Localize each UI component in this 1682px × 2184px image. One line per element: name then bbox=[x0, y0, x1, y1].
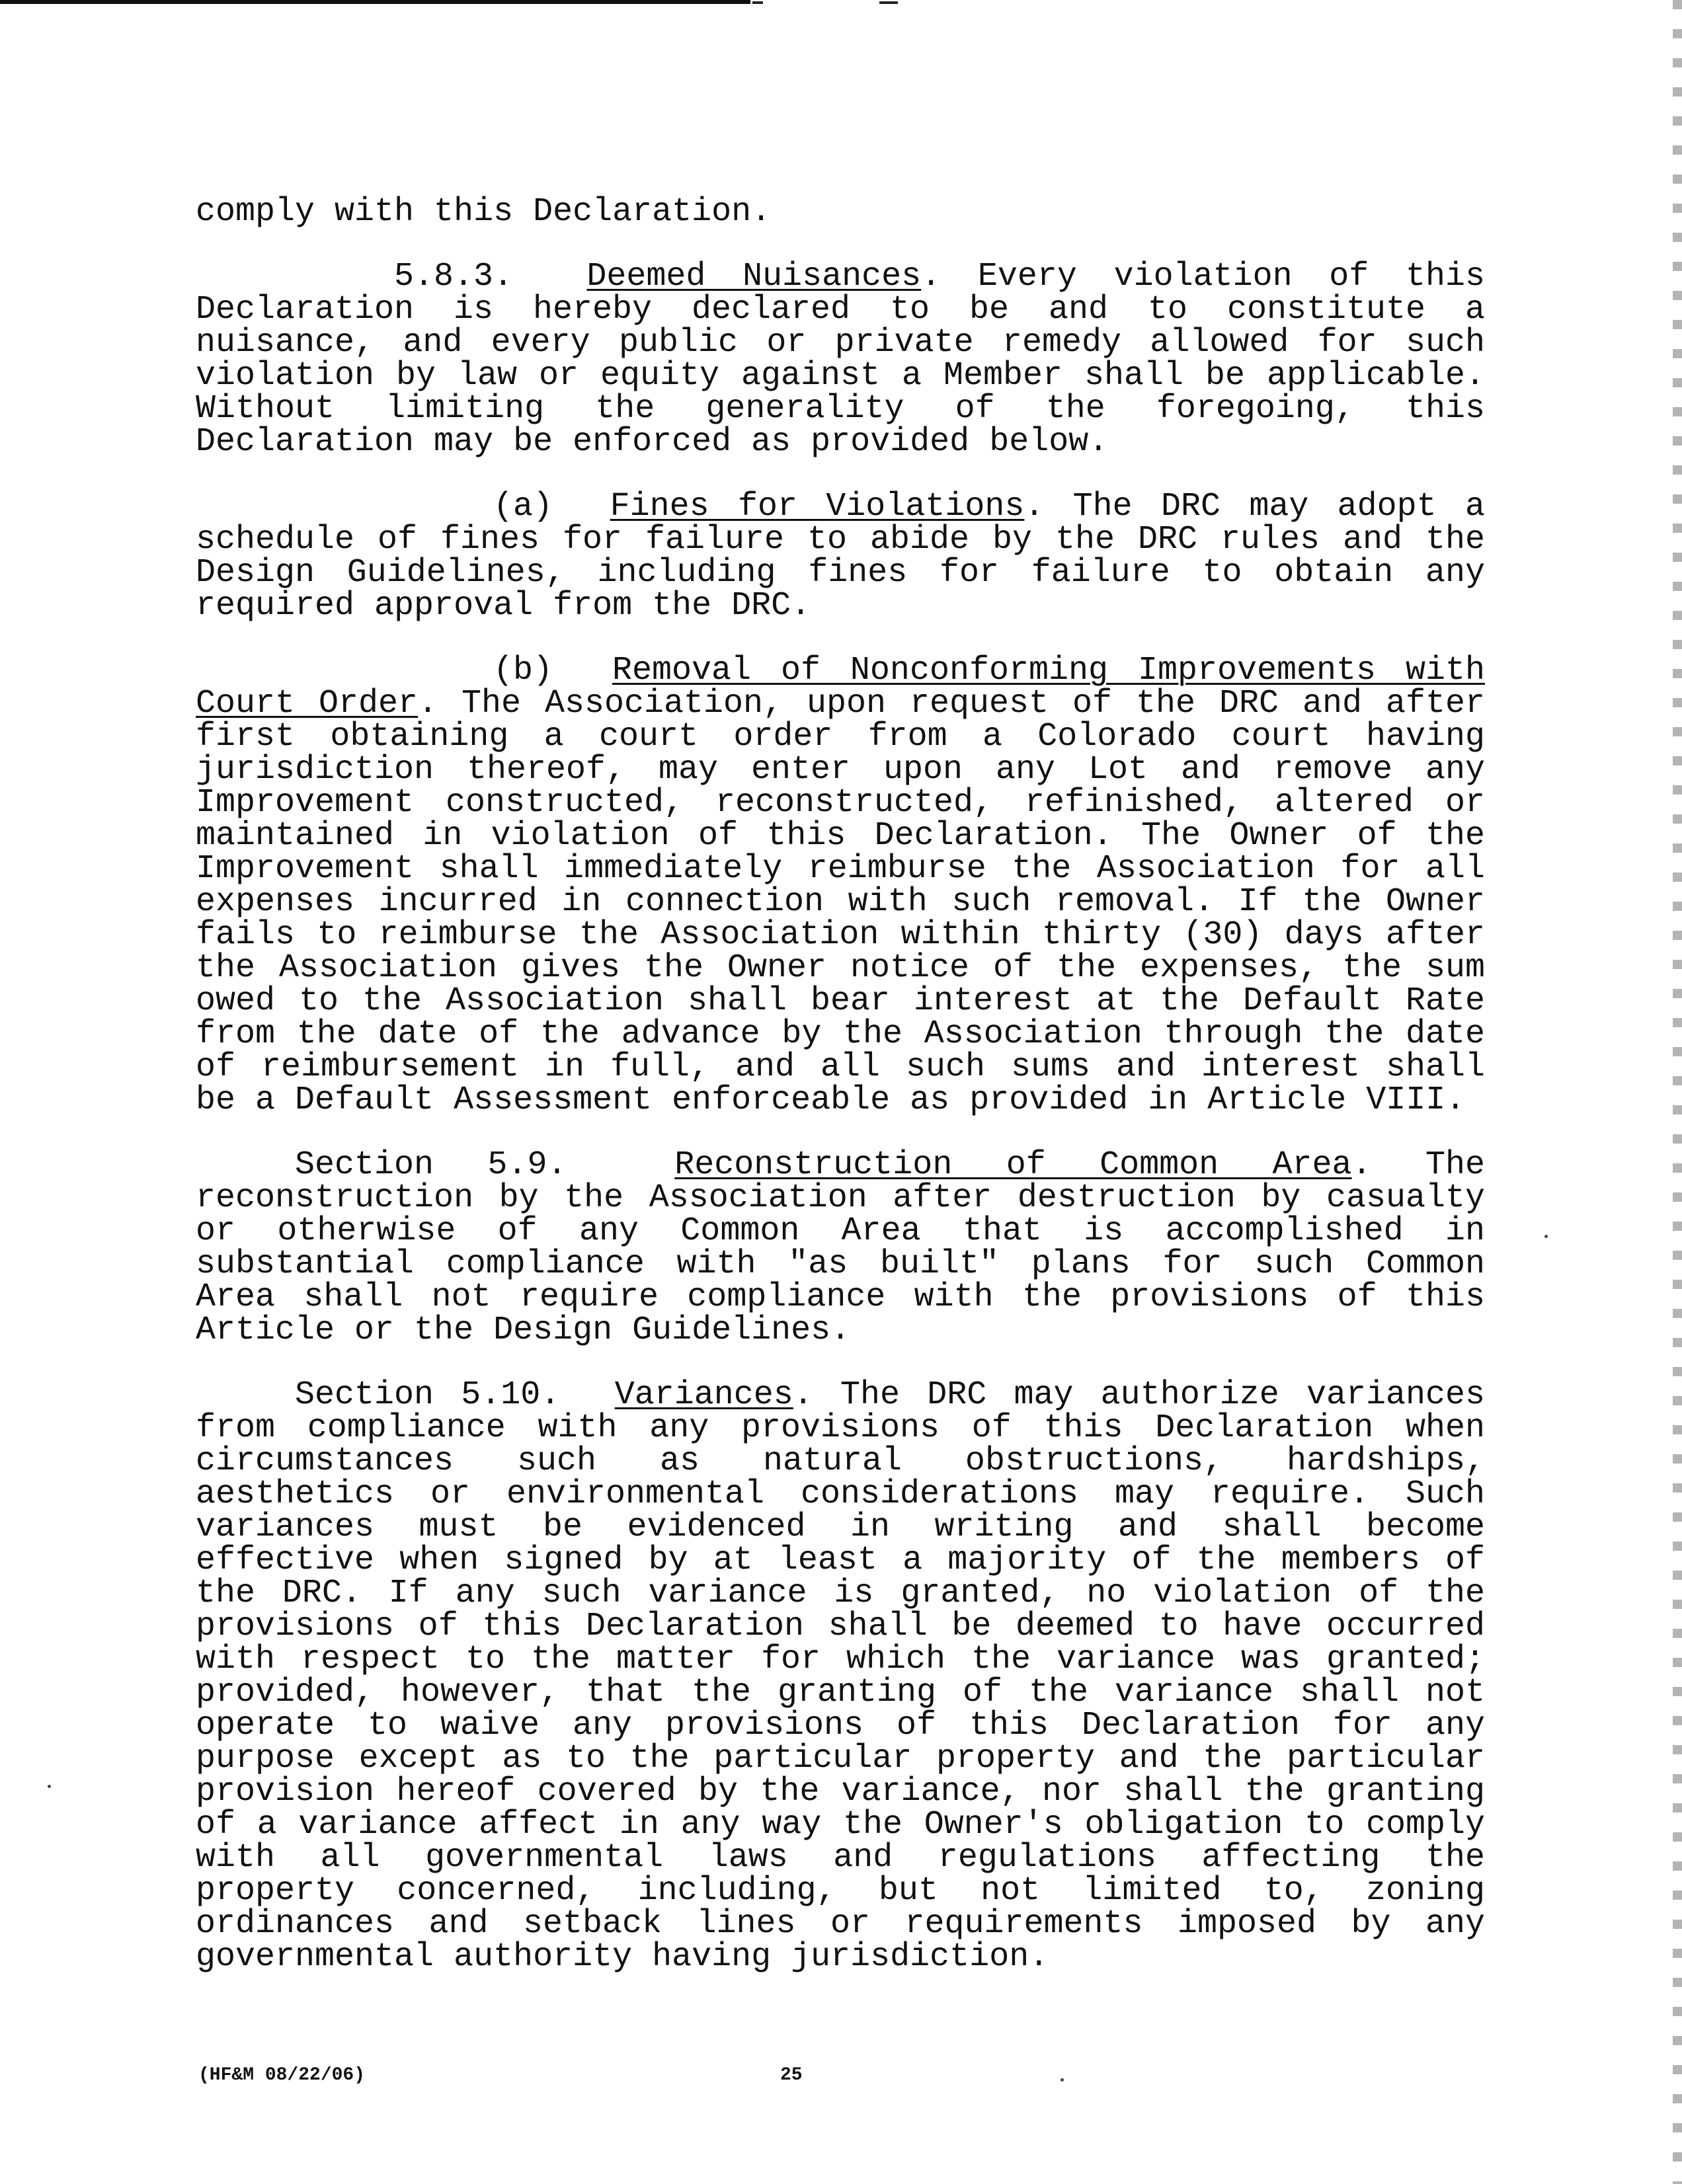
subsection-label: (a) bbox=[493, 488, 553, 526]
paragraph-text: comply with this Declaration. bbox=[196, 193, 772, 231]
section-number: Section 5.10. bbox=[295, 1376, 561, 1414]
section-5-8-3 bbox=[196, 260, 1485, 459]
section-heading: Deemed Nuisances bbox=[586, 258, 922, 295]
section-body: . The reconstruction by the Association after destruction by casualty or otherwise of any Common Area that is accomplished in substantial compliance with "as built" plans for such Common Area shall not require compliance with the provisions of this Article or the Design Guidelines. bbox=[196, 1146, 1485, 1349]
top-rule-mark bbox=[879, 1, 898, 4]
scan-speck bbox=[1061, 2078, 1064, 2082]
subsection-a bbox=[196, 490, 1485, 623]
top-rule-mark bbox=[752, 1, 763, 4]
section-5-9 bbox=[196, 1146, 1485, 1349]
footer-document-id: (HF&M 08/22/06) bbox=[198, 2065, 366, 2086]
top-rule bbox=[0, 0, 750, 4]
subsection-body: . The Association, upon request of the DRC and after first obtaining a court order from a Colorado court having jurisdiction thereof, may enter upon any Lot and remove any Improvement constructed, reconstructed, refinished, altered or maintained in violation of this Declaration. The Owner of the Improvement shall immediately reimburse the Association for all expenses incurred in connection with such removal. If the Owner fails to reimburse the Association within thirty (30) days after the Association gives the Owner notice of the expenses, the sum owed to the Association shall bear interest at the Default Rate from the date of the advance by the Association through the date of reimbursement in full, and all such sums and interest shall be a Default Assessment enforceable as provided in Article VIII. bbox=[196, 685, 1485, 1119]
subsection-label: (b) bbox=[493, 652, 553, 689]
section-body: . Every violation of this Declaration is hereby declared to be and to constitute a nuisance, and every public or private remedy allowed for such violation by law or equity against a Member shall be applicable. Without limiting the generality of the foregoing, this Declaration may be enforced as provided below. bbox=[196, 258, 1486, 461]
section-body: . The DRC may authorize variances from compliance with any provisions of this Declaration when circumstances such as natural obstructions, hardships, aesthetics or environmental considerations may require. Such variances must be evidenced in writing and shall become effective when signed by at least a majority of the members of the DRC. If any such variance is granted, no violation of the provisions of this Declaration shall be deemed to have occurred with respect to the matter for which the variance was granted; provided, however, that the granting of the variance shall not operate to waive any provisions of this Declaration for any purpose except as to the particular property and the particular provision hereof covered by the variance, nor shall the granting of a variance affect in any way the Owner's obligation to comply with all governmental laws and regulations affecting the property concerned, including, but not limited to, zoning ordinances and setback lines or requirements imposed by any governmental authority having jurisdiction. bbox=[196, 1376, 1485, 1976]
subsection-body: . The DRC may adopt a schedule of fines for failure to abide by the DRC rules and the Design Guidelines, including fines for failure to obtain any required approval from the DRC. bbox=[196, 488, 1485, 625]
section-number: 5.8.3. bbox=[394, 258, 514, 295]
scan-speck bbox=[1544, 1235, 1548, 1238]
section-heading: Reconstruction of Common Area bbox=[674, 1146, 1352, 1184]
scan-edge-marks bbox=[1673, 0, 1682, 2184]
section-number: Section 5.9. bbox=[295, 1146, 567, 1184]
section-5-10 bbox=[196, 1376, 1485, 1976]
subsection-heading: Removal of Nonconforming Improvements with Court Order bbox=[196, 652, 1485, 722]
page-number: 25 bbox=[780, 2065, 803, 2086]
subsection-b bbox=[196, 654, 1485, 1117]
document-body bbox=[196, 193, 1486, 2006]
paragraph-continuation bbox=[196, 193, 1485, 231]
subsection-heading: Fines for Violations bbox=[610, 488, 1025, 526]
section-heading: Variances bbox=[614, 1376, 793, 1414]
scan-speck bbox=[48, 1785, 51, 1788]
